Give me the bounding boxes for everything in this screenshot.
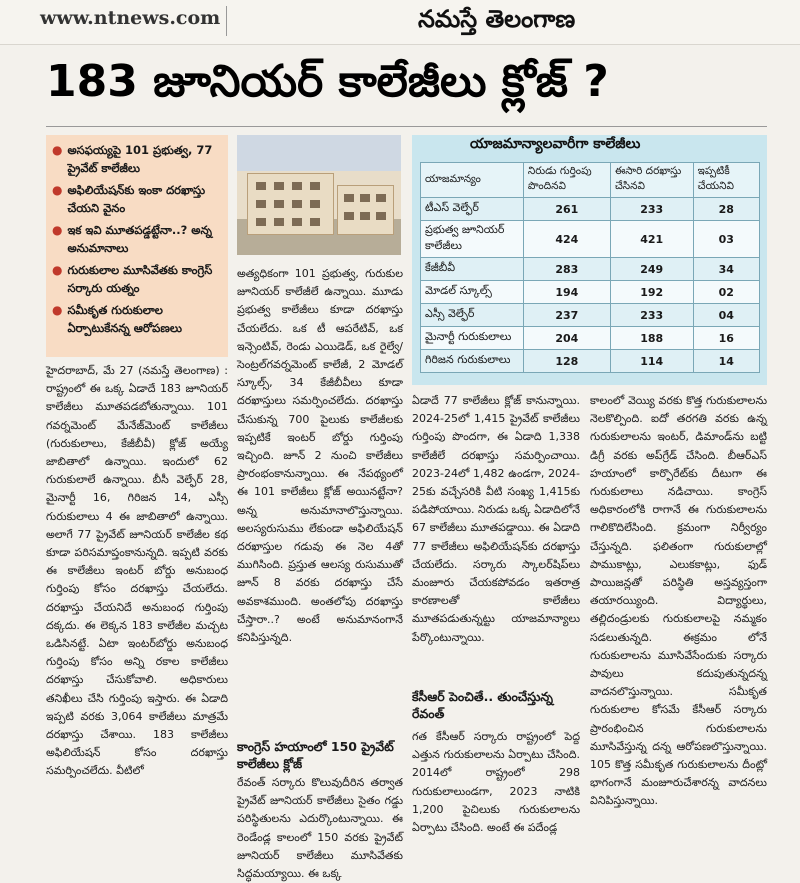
site-url[interactable]: www.ntnews.com xyxy=(40,7,221,29)
highlights-box xyxy=(46,135,228,357)
bullet-icon: ● xyxy=(52,303,63,317)
highlight-item: ● సమీకృత గురుకులాల ఏర్పాటుకేనన్న ఆరోపణలు xyxy=(52,303,182,335)
table-row: ప్రభుత్వ జూనియర్ కాలేజీలు 424 421 03 xyxy=(421,221,760,258)
highlight-item: ● అసఫయ్యపై 101 ప్రభుత్వ, 77 ప్రైవేట్ కాలేజీలు xyxy=(52,143,213,175)
divider xyxy=(226,6,227,36)
highlight-item: ● గురుకులాల మూసివేతకు కాంగ్రెస్ సర్కారు యత్నం xyxy=(52,263,213,295)
colleges-table xyxy=(420,162,760,373)
building xyxy=(337,185,394,235)
masthead: నమస్తే తెలంగాణ xyxy=(418,4,576,33)
table-row: మోడల్ స్కూల్స్ 194 192 02 xyxy=(421,281,760,304)
table-row: గిరిజన గురుకులాలు 128 114 14 xyxy=(421,350,760,373)
divider xyxy=(46,126,767,127)
bullet-icon: ● xyxy=(52,263,63,277)
bullet-icon: ● xyxy=(52,223,63,237)
article-column-4: కాలంలో వెయ్యి వరకు కొత్త గురుకులాలను నెలకొల్పింది. ఐదో తరగతి వరకు ఉన్న గురుకులాలను ఇంటర్, డిమాండ్‌ను బట్టి డిగ్రీ వరకు అప్‌గ్రేడ్ చేసింది. బీఆర్ఎస్ హయాంలో కార్పొరేట్‌కు దీటుగా ఈ గురుకులాలు నడిచాయి. కాంగ్రెస్ అధికారంలోకి రాగానే ఈ గురుకులాలను గాలికొదిలేసింది. క్రమంగా నిర్వీర్యం చేస్తున్నది. ఫలితంగా గురుకులాల్లో పాముకాట్లు, ఎలుకకాట్లు, ఫుడ్ పాయిజన్లతో పరిస్థితి అస్తవ్యస్తంగా తయారయ్యింది. విద్యార్థులు, తల్లిదండ్రులకు గురుకులాలపై నమ్మకం సడలుతున్నది. ఈక్రమం లోనే గురుకులాలను మూసివేసేందుకు సర్కారు పావులు కదుపుతున్నదన్న వాదనలొస్తున్నాయి. సమీకృత గురుకులాల కోసమే కేసీఆర్ సర్కారు ప్రారంభించిన గురుకులాలను మూసివేస్తున్న దన్న ఆరోపణలొస్తున్నాయి. 105 కొత్త సమీకృత గురుకులాలను దీంట్లో భాగంగానే మంజూరుచేశారన్న వాదనలు వినిపిస్తున్నాయి. xyxy=(590,394,767,808)
article-column-1: హైదరాబాద్, మే 27 (నమస్తే తెలంగాణ) : రాష్ట్రంలో ఈ ఒక్క ఏడాదే 183 జూనియర్ కాలేజీలు మూతపడబోతున్నాయి. 101 గవర్నమెంట్ మేనేజ్‌మెంట్ కాలేజీలు (గురుకులాలు, కేజీబీవీ) క్లోజ్ అయ్యే జాబితాలో ఉన్నాయి. ఇందులో 62 గురుకులాలే ఉన్నాయి. బీసీ వెల్ఫేర్ 28, మైనార్టీ 16, గిరిజన 14, ఎస్సీ గురుకులాలు 4 ఈ జాబితాలో ఉన్నాయి. అలాగే 77 ప్రైవేట్ జూనియర్ కాలేజీల కథ కూడా పరిసమాప్తంకానున్నది. ఇప్పటి వరకు ఈ కాలేజీలు ఇంటర్ బోర్డు అనుబంధ గుర్తింపు కోసం దరఖాస్తు చేయలేదు. దరఖాస్తు చేయనిదే అనుబంధ గుర్తింపు దక్కదు. ఈ లెక్కన 183 కాలేజీల మచ్చట ఒడిసినట్టే. ఏటా ఇంటర్‌బోర్డు అనుబంధ గుర్తింపు కోసం అన్ని రకాల కాలేజీలు దరఖాస్తు చేసుకోవాలి. అధికారులు తనిఖీలు చేసి గుర్తింపు ఇస్తారు. ఈ ఏడాది ఇప్పటి వరకు 3,064 కాలేజీలు మాత్రమే దరఖాస్తు చేశాయి. 183 కాలేజీలు అఫిలియేషన్ కోసం దరఖాస్తు సమర్పించలేదు. వీటిలో xyxy=(46,364,228,778)
article-column-2b: రేవంత్ సర్కారు కొలువుదీరిన తర్వాత ప్రైవేట్ జూనియర్ కాలేజీలు సైతం గడ్డు పరిస్థితులను ఎదుర్కొంటున్నాయి. ఈ రెండేండ్ల కాలంలో 150 వరకు ప్రైవేట్ జూనియర్ కాలేజీలు మూసివేతకు సిద్ధమయ్యాయి. ఈ ఒక్క xyxy=(237,776,403,881)
table-header-row: యాజమాన్యం నిరుడు గుర్తింపు పొందినవి ఈసారి దరఖాస్తు చేసినవి ఇప్పటికీ చేయనివి xyxy=(421,163,760,198)
header-bar xyxy=(0,0,800,45)
table-row: టీఎస్ వెల్ఫేర్ 261 233 28 xyxy=(421,198,760,221)
college-building-photo xyxy=(237,135,401,255)
building xyxy=(247,173,334,235)
bullet-icon: ● xyxy=(52,143,63,157)
table-title: యాజమాన్యాలవారీగా కాలేజీలు xyxy=(470,136,641,152)
highlight-item: ● అఫిలియేషన్‌కు ఇంకా దరఖాస్తు చేయని వైనం xyxy=(52,183,206,215)
table-row: మైనార్టీ గురుకులాలు 204 188 16 xyxy=(421,327,760,350)
article-column-3: ఏడాదే 77 కాలేజీలు క్లోజ్ కానున్నాయి. 2024-25లో 1,415 ప్రైవేట్ కాలేజీలు గుర్తింపు పొందగా, ఈ ఏడాది 1,338 కాలేజీలే దరఖాస్తు సమర్పించాయి. 2023-24లో 1,482 ఉండగా, 2024-25కు వచ్చేసరికి వీటి సంఖ్య 1,415కు పడిపోయాయి. నిరుడు ఒక్క ఏడాదిలోనే 67 కాలేజీలు మూతపడ్డాయి. ఈ ఏడాది 77 కాలేజీలు అఫిలియేషన్‌కు దరఖాస్తు చేయలేదు. సర్కారు స్కాలర్‌షిప్‌లు మంజూరు చేయకపోవడం ఇతరాత్ర కారణాలతో కాలేజీలు మూతపడుతున్నట్టు యాజమాన్యాలు పేర్కొంటున్నాయి. xyxy=(412,394,580,644)
bullet-icon: ● xyxy=(52,183,63,197)
headline: 183 జూనియర్ కాలేజీలు క్లోజ్ ? xyxy=(46,56,609,107)
subheading: కేసీఆర్ పెంచితే.. తుంచేస్తున్న రేవంత్ xyxy=(412,689,553,721)
article-column-3b: గత కేసీఆర్ సర్కారు రాష్ట్రంలో పెద్ద ఎత్తున గురుకులాలను ఏర్పాటు చేసింది. 2014లో రాష్ట్రంలో 298 గురుకులాలుండగా, 2023 నాటికి 1,200 పైచిలుకు గురుకులాలను ఏర్పాటు చేసింది. అంటే ఈ పదేండ్ల xyxy=(412,730,580,835)
table-row: కేజీబీవీ 283 249 34 xyxy=(421,258,760,281)
subheading: కాంగ్రెస్ హయాంలో 150 ప్రైవేట్ కాలేజీలు క్లోజ్ xyxy=(237,739,394,771)
highlight-item: ● ఇక ఇవి మూతపడ్డట్టేనా..? అన్న అనుమానాలు xyxy=(52,223,212,255)
table-row: ఎస్సీ వెల్ఫేర్ 237 233 04 xyxy=(421,304,760,327)
article-column-2: అత్యధికంగా 101 ప్రభుత్వ, గురుకుల జూనియర్ కాలేజీలే ఉన్నాయి. మూడు ప్రభుత్వ కాలేజీలు కూడా దరఖాస్తు చేయలేదు. ఒక టీ ఆపరేటివ్, ఒక ఇన్సెంటివ్, రెండు ఎయిడెడ్, ఒక రైల్వే/సెంట్రల్‌గవర్నమెంట్ కాలేజీ, 2 మోడల్ స్కూల్స్, 34 కేజీబీవీలు కూడా దరఖాస్తులు సమర్పించలేదు. దరఖాస్తు చేసుకున్న 700 పైలుకు కాలేజీలకు ఇప్పటికే ఇంటర్ బోర్డు గుర్తింపు ఇచ్చింది. జూన్ 2 నుంచి కాలేజీలు ప్రారంభంకానున్నాయి. ఈ నేపథ్యంలో ఈ 101 కాలేజీలు క్లోజ్ అయినట్టేనా? అన్న అనుమానాలొస్తున్నాయి. అలస్యరుసుము లేకుండా అఫిలియేషన్ దరఖాస్తుల గడువు ఈ నెల 4తో ముగిసింది. ప్రస్తుత ఆలస్య రుసుముతో జూన్ 8 వరకు దరఖాస్తు చేసే అవకాశముంది. అంతలోపు దరఖాస్తు చేస్తారా..? అంటే అనుమానంగానే కనిపిస్తున్నది. xyxy=(237,267,403,645)
